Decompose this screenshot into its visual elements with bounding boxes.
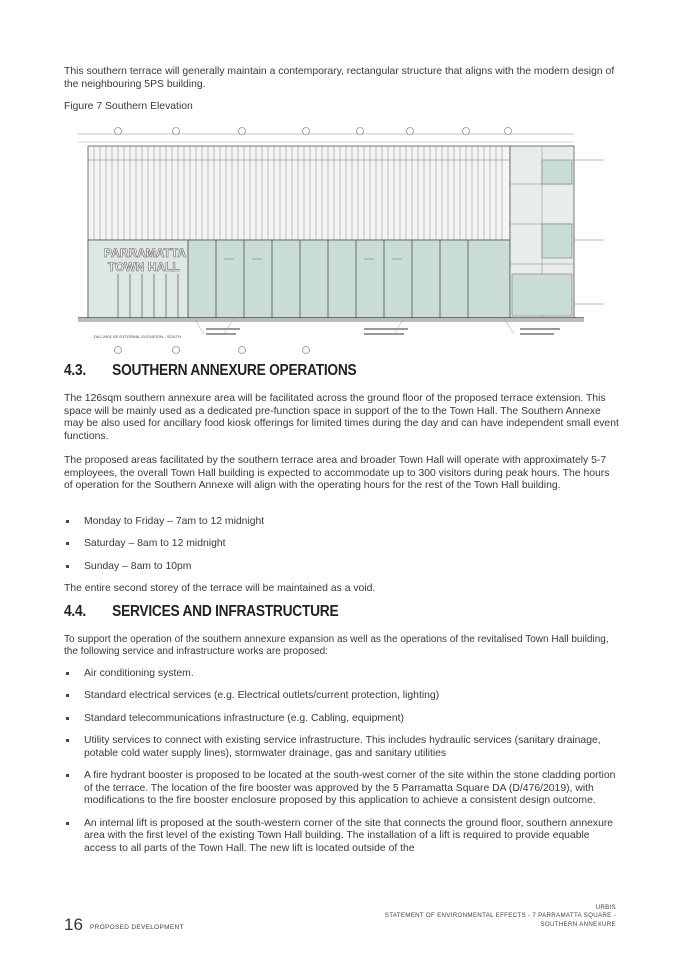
- figure-caption: Figure 7 Southern Elevation: [64, 101, 193, 112]
- list-item: Standard electrical services (e.g. Electrical outlets/current protection, lighting): [64, 690, 620, 703]
- list-item: Sunday – 8am to 10pm: [64, 561, 620, 574]
- list-item: Standard telecommunications infrastructure (e.g. Cabling, equipment): [64, 713, 620, 726]
- list-item: Saturday – 8am to 12 midnight: [64, 538, 620, 551]
- section-number: 4.4.: [64, 603, 86, 620]
- annexure-paragraph-2: The proposed areas facilitated by the southern terrace area and broader Town Hall will operate with approximately 5-7 employees, the overall Town Hall building is expected to accommodate up to 300 visitors during peak hours. The hours of operation for the Southern Annexe will align with the operating hours for the rest of the Town Hall building.: [64, 455, 610, 492]
- section-title: SERVICES AND INFRASTRUCTURE: [112, 603, 339, 620]
- footer-document-info: [336, 904, 616, 929]
- section-4-4-heading: [64, 603, 338, 621]
- sign-parramatta: PARRAMATTA: [104, 246, 186, 260]
- list-item: Utility services to connect with existing service infrastructure. This includes hydraulic services (sanitary drainage, potable cold water supply lines), stormwater drainage, gas and sanitary utilities: [64, 735, 620, 760]
- services-intro-paragraph: To support the operation of the southern annexure expansion as well as the operations of the revitalised Town Hall building, the following service and infrastructure works are proposed:: [64, 634, 609, 657]
- footer-section-label: PROPOSED DEVELOPMENT: [90, 924, 184, 931]
- page-number: 16: [64, 915, 83, 934]
- intro-paragraph: This southern terrace will generally maintain a contemporary, rectangular structure that aligns with the modern design of the neighbouring 5PS building.: [64, 66, 615, 90]
- southern-elevation-drawing: [64, 124, 616, 356]
- section-4-3-heading: [64, 362, 356, 380]
- footer-doc-line-1: STATEMENT OF ENVIRONMENTAL EFFECTS - 7 PARRAMATTA SQUARE -: [384, 912, 616, 920]
- annexure-paragraph-1: The 126sqm southern annexure area will be facilitated across the ground floor of the proposed terrace extension. This space will be mainly used as a dedicated pre-function space in support of the to the Town Hall. The Southern Annexe may be also used for ancillary food kiosk offerings for limited times during the day and can have independent small event functions.: [64, 393, 619, 442]
- sign-town-hall: TOWN HALL: [108, 260, 180, 274]
- footer-doc-line-2: SOUTHERN ANNEXURE: [540, 920, 616, 928]
- list-item: Monday to Friday – 7am to 12 midnight: [64, 516, 620, 529]
- section-title: SOUTHERN ANNEXURE OPERATIONS: [112, 362, 357, 379]
- list-item: An internal lift is proposed at the south-western corner of the site that connects the ground floor, southern annexure area with the first level of the existing Town Hall building. The installation of a lift is required to provide equable access to all parts of the Town Hall. The new lift is located outside of the: [64, 818, 620, 856]
- list-item: Air conditioning system.: [64, 668, 620, 681]
- list-item: A fire hydrant booster is proposed to be located at the south-west corner of the site within the stone cladding portion of the terrace. The location of the fire booster was approved by the 5 Parramatta Square DA (D/476/2019), with modifications to the fire booster enclosure proposed by this application to achieve a consistent design outcome.: [64, 770, 620, 808]
- footer-company: URBIS: [595, 904, 616, 911]
- drawing-title: DAJ-2001 SE EXTERNAL ELEVATION - SOUTH: [94, 334, 181, 339]
- operating-hours-list: [64, 516, 620, 583]
- section-number: 4.3.: [64, 362, 86, 379]
- services-list: [64, 668, 620, 865]
- annexure-paragraph-3: The entire second storey of the terrace will be maintained as a void.: [64, 583, 376, 594]
